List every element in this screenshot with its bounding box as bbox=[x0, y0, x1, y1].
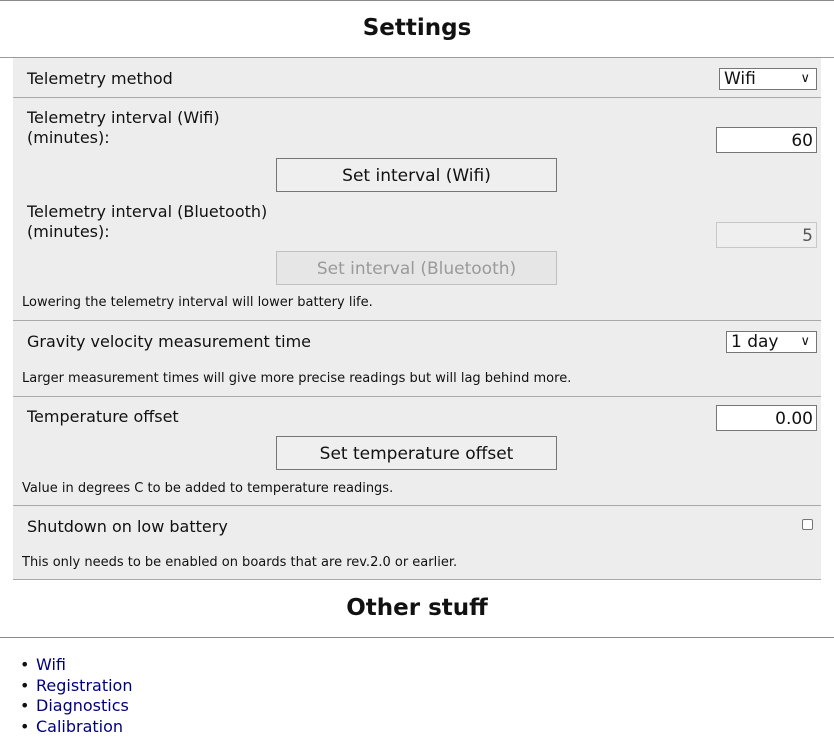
link-registration-label[interactable]: Registration bbox=[36, 675, 133, 695]
set-bt-interval-button: Set interval (Bluetooth) bbox=[276, 251, 557, 285]
bullet-icon: • bbox=[20, 675, 30, 695]
chevron-down-icon: ∨ bbox=[800, 334, 810, 349]
bt-interval-label-line1: Telemetry interval (Bluetooth) bbox=[27, 202, 268, 221]
bullet-icon: • bbox=[20, 716, 30, 736]
link-registration[interactable] bbox=[20, 676, 132, 697]
row-divider bbox=[13, 505, 821, 506]
set-wifi-interval-button[interactable]: Set interval (Wifi) bbox=[276, 158, 557, 192]
temperature-offset-label: Temperature offset bbox=[27, 407, 179, 426]
wifi-interval-label-line1: Telemetry interval (Wifi) bbox=[27, 108, 220, 127]
bt-interval-label bbox=[27, 202, 267, 242]
bt-interval-label-line2: (minutes): bbox=[27, 222, 110, 241]
telemetry-method-select[interactable] bbox=[719, 68, 817, 90]
shutdown-label: Shutdown on low battery bbox=[27, 517, 228, 536]
link-calibration-label[interactable]: Calibration bbox=[36, 716, 124, 736]
section-divider bbox=[0, 637, 834, 638]
row-divider bbox=[13, 579, 821, 580]
link-calibration[interactable] bbox=[20, 717, 132, 738]
settings-panel bbox=[13, 58, 821, 580]
shutdown-checkbox[interactable] bbox=[802, 519, 813, 530]
wifi-interval-label-line2: (minutes): bbox=[27, 128, 110, 147]
temperature-offset-input[interactable]: 0.00 bbox=[716, 405, 817, 431]
set-temperature-offset-button[interactable]: Set temperature offset bbox=[276, 436, 557, 470]
row-divider bbox=[13, 396, 821, 397]
bt-interval-input: 5 bbox=[716, 222, 817, 248]
page-title: Settings bbox=[362, 15, 472, 41]
gravity-label: Gravity velocity measurement time bbox=[27, 332, 311, 351]
temperature-note: Value in degrees C to be added to temperature readings. bbox=[22, 481, 394, 496]
gravity-note: Larger measurement times will give more precise readings but will lag behind more. bbox=[22, 371, 572, 386]
row-divider bbox=[13, 97, 821, 98]
link-diagnostics[interactable] bbox=[20, 696, 132, 717]
other-links-list bbox=[20, 655, 132, 737]
interval-note: Lowering the telemetry interval will lower battery life. bbox=[22, 295, 373, 310]
telemetry-method-label: Telemetry method bbox=[27, 69, 173, 88]
row-divider bbox=[13, 320, 821, 321]
gravity-time-select[interactable] bbox=[726, 331, 817, 353]
shutdown-note: This only needs to be enabled on boards that are rev.2.0 or earlier. bbox=[22, 555, 458, 570]
other-stuff-title: Other stuff bbox=[346, 595, 488, 621]
telemetry-method-value: Wifi bbox=[724, 69, 756, 89]
link-diagnostics-label[interactable]: Diagnostics bbox=[36, 696, 129, 715]
gravity-time-value: 1 day bbox=[731, 332, 779, 352]
wifi-interval-input[interactable]: 60 bbox=[716, 127, 817, 153]
link-wifi-label[interactable]: Wifi bbox=[36, 655, 66, 674]
chevron-down-icon: ∨ bbox=[800, 71, 810, 86]
bullet-icon: • bbox=[20, 655, 30, 674]
bullet-icon: • bbox=[20, 696, 30, 715]
link-wifi[interactable] bbox=[20, 655, 132, 676]
wifi-interval-label bbox=[27, 108, 220, 148]
